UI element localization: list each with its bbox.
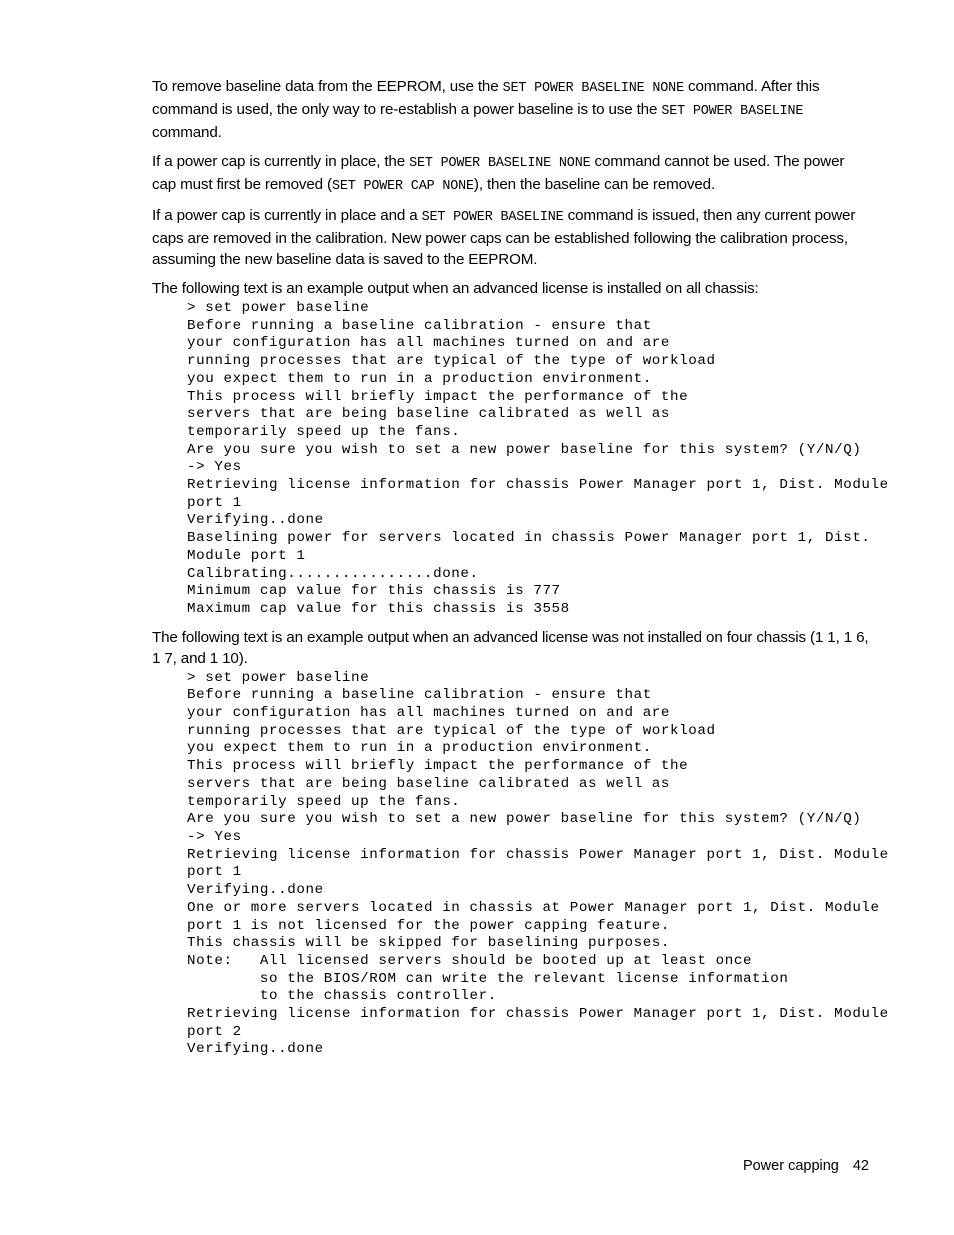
text: command. [152,124,222,141]
code-example-unlicensed: > set power baseline Before running a baseline calibration - ensure that your configuration has all machines turned on and are running processes that are typical of the type of workload you expect them to run in a production environment. This process will briefly impact the performance of the servers that are being baseline calibrated as well as temporarily speed up the fans. Are you sure you wish to set a new power baseline for this system? (Y/N/Q) -> Yes Retrieving license information for chassis Power Manager port 1, Dist. Module port 1 Verifying..done One or more servers located in chassis at Power Manager port 1, Dist. Module port 1 is not licensed for the power capping feature. This chassis will be skipped for baselining purposes. Note: All licensed servers should be booted up at least once so the BIOS/ROM can write the relevant license information to the chassis controller. Retrieving license information for chassis Power Manager port 1, Dist. Module port 2 Verifying..done [187,669,889,1058]
text: If a power cap is currently in place, the [152,153,410,170]
inline-code: SET POWER BASELINE [421,210,564,225]
text: To remove baseline data from the EEPROM, use the [152,78,503,95]
paragraph-example-unlicensed: The following text is an example output when an advanced license was not installed on four chassis (1 1, 1 6, 1 7, and 1 10). [152,628,869,667]
text: command. After this command is used, the only way to re-establish a power baseline is to use the [152,78,820,118]
page-footer [743,1158,869,1174]
paragraph-power-cap-in-place [152,151,872,197]
inline-code: SET POWER BASELINE NONE [409,156,591,171]
paragraph-baseline-command-issued [152,205,872,270]
document-body [152,76,889,1067]
code-example-licensed: > set power baseline Before running a baseline calibration - ensure that your configuration has all machines turned on and are running processes that are typical of the type of workload you expect them to run in a production environment. This process will briefly impact the performance of the servers that are being baseline calibrated as well as temporarily speed up the fans. Are you sure you wish to set a new power baseline for this system? (Y/N/Q) -> Yes Retrieving license information for chassis Power Manager port 1, Dist. Module port 1 Verifying..done Baselining power for servers located in chassis Power Manager port 1, Dist. Module port 1 Calibrating................done. Minimum cap value for this chassis is 777 Maximum cap value for this chassis is 3558 [187,300,889,617]
text: ), then the baseline can be removed. [473,176,716,193]
text: command cannot be used. The power cap must first be removed ( [152,153,845,193]
text: command is issued, then any current power caps are removed in the calibration. New power caps can be established following the calibration process, assuming the new baseline data is saved to the EEPROM. [152,207,856,268]
inline-code: SET POWER BASELINE [661,104,804,119]
text: If a power cap is currently in place and a [152,207,422,224]
inline-code: SET POWER BASELINE NONE [502,81,684,96]
paragraph-remove-baseline [152,76,872,143]
inline-code: SET POWER CAP NONE [331,179,474,194]
paragraph-example-licensed: The following text is an example output when an advanced license is installed on all chassis: [152,280,759,297]
footer-section-title: Power capping [742,1158,839,1174]
page-number: 42 [852,1158,869,1174]
